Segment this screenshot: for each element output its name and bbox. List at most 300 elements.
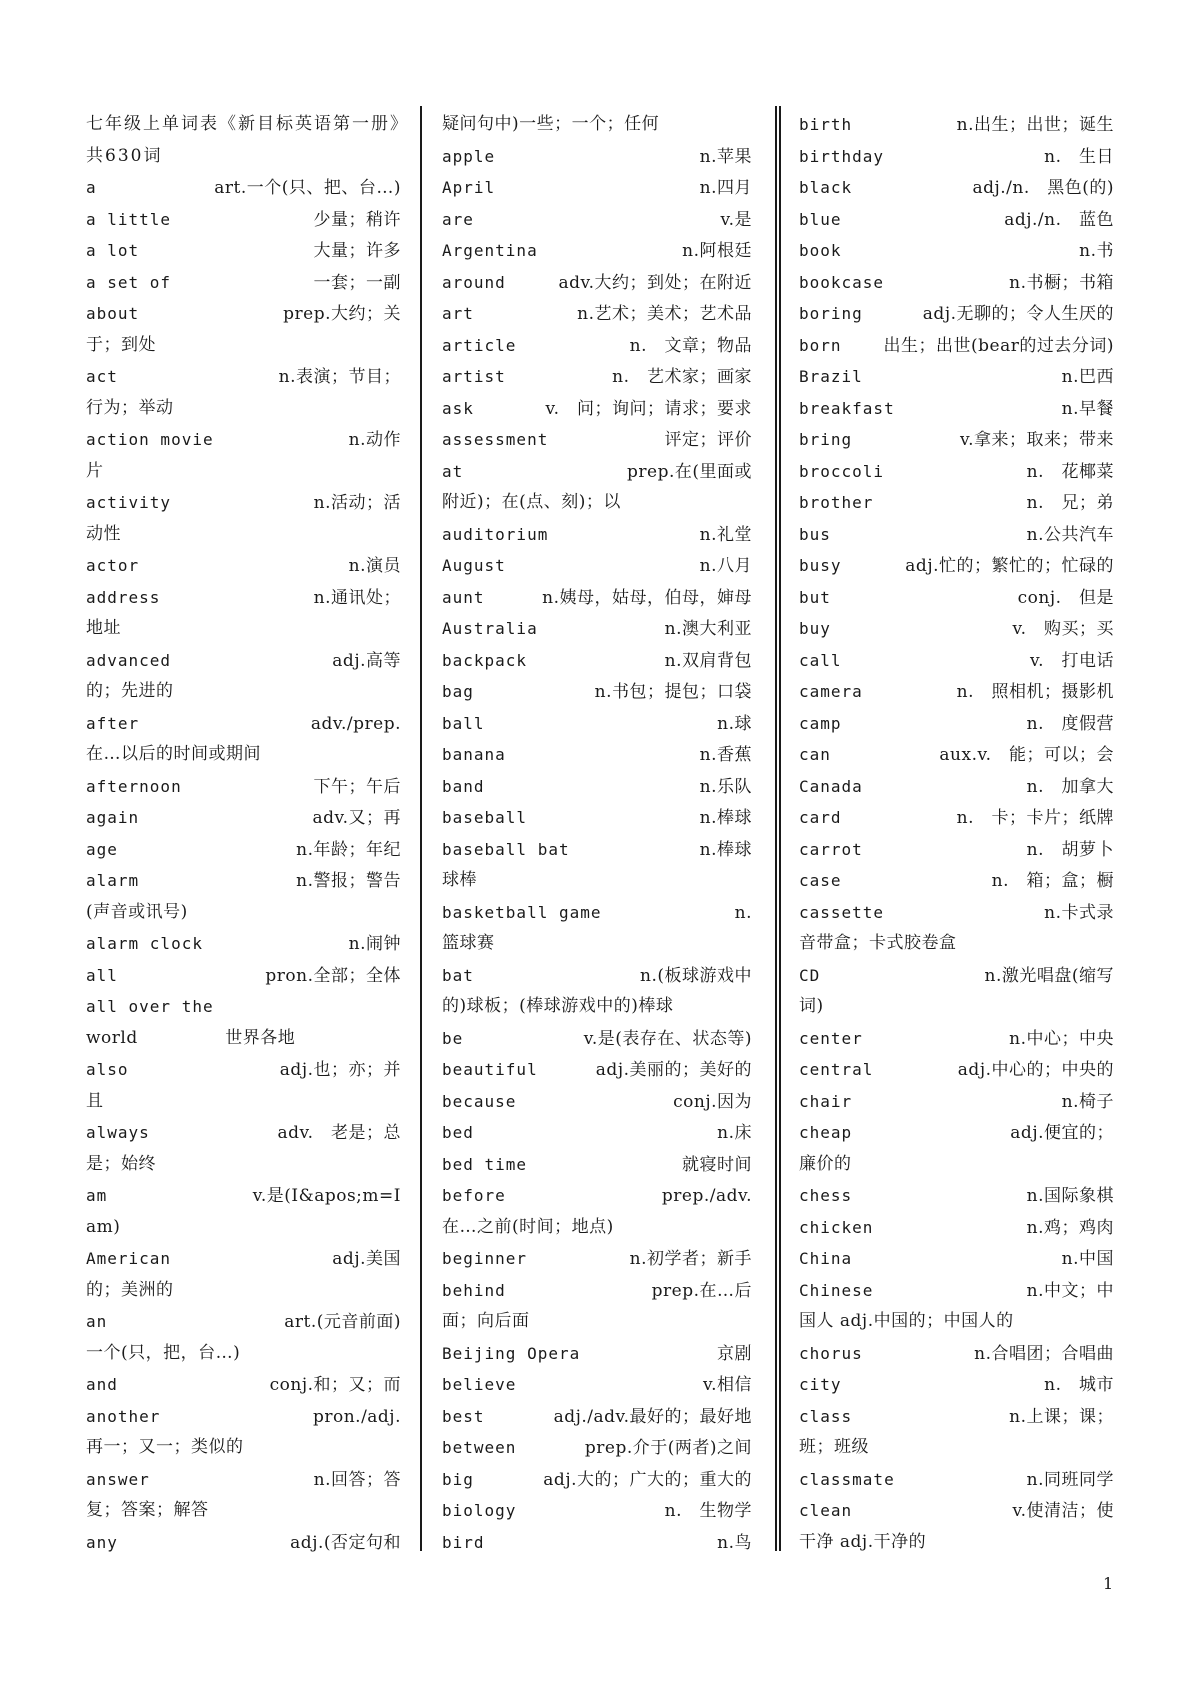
entry-word: CD (799, 965, 821, 985)
entry-definition: v.是(I&apos;m=I (252, 1186, 401, 1206)
entry-definition: n. 箱；盒；橱 (991, 871, 1114, 891)
entry-word: bring (799, 430, 853, 449)
vocab-entry (86, 1117, 401, 1180)
vocab-entry (799, 1117, 1114, 1180)
vocab-entry (799, 330, 1114, 362)
entry-word: black (799, 178, 853, 197)
entry-definition: adj.高等 (332, 650, 401, 671)
entry-word: class (799, 1406, 853, 1426)
vocab-entry (799, 676, 1114, 708)
entry-definition: n.书 (1079, 241, 1114, 261)
page-title: 七年级上单词表《新目标英语第一册》 共630词 (86, 114, 420, 166)
entry-word: Canada (799, 776, 863, 796)
vocab-entry (799, 267, 1114, 299)
entry-definition-continued: 国人 adj.中国的；中国人的 (799, 1311, 1014, 1331)
entry-word: chess (799, 1186, 853, 1205)
vocab-entry (86, 991, 401, 1054)
entry-word: am (86, 1186, 108, 1205)
entry-word: a set of (86, 272, 172, 292)
entry-definition: conj.因为 (673, 1091, 752, 1112)
entry-definition: adv.又；再 (312, 808, 401, 828)
entry-definition-continued: 一个(只，把，台…) (86, 1342, 241, 1363)
entry-definition: 一套；一副 (313, 272, 401, 293)
entry-definition: prep.介于(两者)之间 (584, 1438, 752, 1458)
entry-definition: pron.全部；全体 (265, 965, 401, 986)
entry-word: brother (799, 493, 874, 512)
entry-word: China (799, 1249, 853, 1268)
entry-word: alarm (86, 871, 140, 890)
entry-word: but (799, 587, 831, 607)
word-column-3 (799, 109, 1114, 1558)
entry-definition-continued: 在…之前(时间；地点) (442, 1216, 614, 1237)
entry-word: believe (442, 1375, 517, 1394)
entry-definition: n. 照相机；摄影机 (956, 682, 1114, 702)
entry-definition-continued: 的；美洲的 (86, 1279, 174, 1300)
vocab-entry (442, 424, 752, 456)
entry-definition-continued: 疑问句中)一些；一个；任何 (442, 114, 660, 134)
entry-definition: n.初学者；新手 (629, 1249, 752, 1269)
entry-word: classmate (799, 1469, 895, 1489)
entry-word: ask (442, 398, 474, 418)
entry-word: baseball (442, 808, 528, 827)
entry-definition: n.中国 (1061, 1249, 1114, 1269)
vocab-entry (799, 235, 1114, 267)
entry-definition: adj.美国 (332, 1249, 401, 1269)
vocab-entry (799, 1338, 1114, 1370)
vocab-entry (799, 1495, 1114, 1558)
entry-word: August (442, 556, 506, 575)
vocab-entry (86, 550, 401, 582)
entry-definition: conj.和；又；而 (269, 1375, 401, 1395)
entry-word: ball (442, 713, 485, 733)
vocab-entry (86, 204, 401, 236)
entry-definition: n.棒球 (699, 839, 752, 860)
entry-definition: n.棒球 (699, 808, 752, 828)
vocab-entry (86, 1527, 401, 1559)
entry-word: city (799, 1375, 842, 1394)
entry-definition: conj. 但是 (1017, 587, 1114, 608)
vocab-entry (799, 172, 1114, 204)
word-column-2 (442, 109, 752, 1558)
vocab-entry (86, 1464, 401, 1527)
entry-word: beautiful (442, 1060, 538, 1079)
entry-definition: n. 生物学 (664, 1501, 752, 1521)
entry-word: apple (442, 146, 496, 166)
entry-definition: adj.无聊的；令人生厌的 (922, 304, 1114, 324)
entry-definition: n.表演；节目； (278, 367, 401, 387)
entry-word: center (799, 1028, 863, 1048)
entry-word: answer (86, 1469, 150, 1489)
page-number: 1 (1103, 1574, 1114, 1593)
vocab-entry (86, 928, 401, 960)
entry-word: broccoli (799, 461, 885, 481)
vocab-entry (442, 1180, 752, 1243)
entry-word: central (799, 1060, 874, 1079)
entry-word: big (442, 1469, 474, 1489)
entry-word: baseball bat (442, 839, 570, 859)
vocab-entry (86, 235, 401, 267)
entry-definition: 就寝时间 (682, 1154, 752, 1175)
vocab-entry (86, 267, 401, 299)
entry-word: alarm clock (86, 934, 203, 953)
vocab-entry (799, 865, 1114, 897)
entry-word: auditorium (442, 524, 549, 544)
vocab-entry (442, 1401, 752, 1433)
entry-word: bat (442, 965, 474, 985)
vocab-entry (442, 739, 752, 771)
entry-definition: n.动作 (348, 430, 401, 450)
entry-definition-continued: 的；先进的 (86, 681, 174, 701)
entry-word: beginner (442, 1249, 528, 1268)
vocab-entry (799, 1023, 1114, 1055)
entry-definition-continued: (声音或讯号) (86, 901, 188, 922)
entry-word: art (442, 304, 474, 323)
vocab-entry (86, 834, 401, 866)
entry-word: a lot (86, 241, 140, 260)
entry-word: April (442, 178, 496, 197)
entry-definition: n.活动；活 (313, 493, 401, 513)
entry-word: bed (442, 1123, 474, 1142)
entry-definition: n.乐队 (699, 776, 752, 797)
vocab-entry (442, 1117, 752, 1149)
entry-definition-continued: am) (86, 1216, 121, 1237)
entry-definition: n.香蕉 (699, 745, 752, 765)
entry-definition: n.苹果 (699, 146, 752, 167)
entry-definition: n.激光唱盘(缩写 (984, 965, 1114, 986)
entry-definition: n.阿根廷 (682, 241, 752, 261)
entry-word: another (86, 1406, 161, 1426)
entry-definition: adj.(否定句和 (290, 1532, 401, 1553)
entry-definition: n.书橱；书箱 (1009, 272, 1114, 293)
entry-word: after (86, 713, 140, 733)
vocab-entry (442, 960, 752, 1023)
entry-word: all over the (86, 997, 214, 1016)
entry-definition: n. 度假营 (1026, 713, 1114, 734)
vocab-entry (442, 141, 752, 173)
vocab-entry (799, 1401, 1114, 1464)
entry-definition: n.同班同学 (1026, 1469, 1114, 1490)
entry-word: Australia (442, 619, 538, 638)
vocab-entry (86, 1054, 401, 1117)
entry-word: backpack (442, 650, 528, 670)
entry-definition: n.公共汽车 (1026, 524, 1114, 545)
vocab-entry (86, 424, 401, 487)
vocab-entry (442, 1054, 752, 1086)
entry-definition: v. 问；询问；请求；要求 (545, 398, 752, 419)
entry-word: afternoon (86, 776, 182, 796)
column-divider (775, 106, 777, 1551)
entry-word: between (442, 1438, 517, 1457)
vocab-entry (799, 204, 1114, 236)
entry-definition: pron./adj. (312, 1406, 401, 1427)
entry-definition: n.中心；中央 (1009, 1028, 1114, 1049)
entry-definition: adj.中心的；中央的 (957, 1060, 1114, 1080)
entry-word: bag (442, 682, 474, 701)
entry-definition: n. 城市 (1044, 1375, 1114, 1395)
vocab-entry (86, 1401, 401, 1464)
vocab-entry (799, 645, 1114, 677)
entry-definition: n.礼堂 (699, 524, 752, 545)
entry-word: about (86, 304, 140, 323)
vocab-entry (799, 708, 1114, 740)
entry-word: because (442, 1091, 517, 1111)
entry-word: action movie (86, 430, 214, 449)
entry-word: act (86, 367, 118, 386)
entry-word: birth (799, 115, 853, 134)
entry-word: address (86, 587, 161, 607)
vocab-entry (86, 1306, 401, 1369)
entry-definition-continued: 球棒 (442, 870, 477, 890)
entry-definition: n.国际象棋 (1026, 1186, 1114, 1206)
entry-word: are (442, 209, 474, 229)
entry-definition: adv./prep. (310, 713, 401, 734)
vocab-entry (442, 1432, 752, 1464)
entry-word: age (86, 839, 118, 859)
vocab-entry (442, 519, 752, 551)
column-divider (420, 106, 422, 1551)
entry-word: call (799, 650, 842, 670)
vocab-entry (86, 771, 401, 803)
vocab-entry (799, 802, 1114, 834)
entry-definition: v.使清洁；使 (1012, 1501, 1114, 1521)
entry-word: camp (799, 713, 842, 733)
entry-word: actor (86, 556, 140, 575)
vocab-entry (799, 550, 1114, 582)
entry-definition: v. 购买；买 (1012, 619, 1114, 639)
vocab-entry (442, 645, 752, 677)
vocab-entry (442, 1243, 752, 1275)
vocab-entry (799, 897, 1114, 960)
vocab-entry (799, 1369, 1114, 1401)
entry-definition: n.八月 (699, 556, 752, 576)
entry-word: camera (799, 682, 863, 701)
entry-definition: v.是 (720, 209, 752, 230)
entry-word: birthday (799, 146, 885, 166)
entry-definition-continued: world 世界各地 (86, 1027, 296, 1048)
vocab-entry (442, 550, 752, 582)
entry-definition: art.(元音前面) (284, 1312, 401, 1332)
entry-definition: n. 生日 (1044, 146, 1114, 167)
entry-definition: v.相信 (703, 1375, 752, 1395)
vocab-entry (442, 582, 752, 614)
vocab-entry (86, 172, 401, 204)
vocab-entry (442, 109, 752, 141)
entry-definition: n.姨母，姑母，伯母，婶母 (542, 587, 752, 608)
vocab-entry (86, 802, 401, 834)
vocab-entry (442, 1149, 752, 1181)
entry-definition: n.回答；答 (313, 1469, 401, 1490)
vocab-entry (442, 361, 752, 393)
entry-word: bus (799, 524, 831, 544)
entry-word: can (799, 745, 831, 764)
entry-word: always (86, 1123, 150, 1142)
vocab-entry (442, 204, 752, 236)
entry-word: Chinese (799, 1280, 874, 1300)
entry-word: also (86, 1060, 129, 1079)
entry-definition-continued: 廉价的 (799, 1153, 852, 1174)
entry-definition: 少量；稍许 (313, 209, 401, 230)
entry-definition: n. (734, 902, 752, 923)
vocab-entry (442, 172, 752, 204)
entry-definition: n.书包；提包；口袋 (594, 682, 752, 702)
entry-word: Argentina (442, 241, 538, 260)
entry-word: buy (799, 619, 831, 638)
entry-definition: 下午；午后 (313, 776, 401, 797)
entry-word: bookcase (799, 272, 885, 292)
entry-definition: n.四月 (699, 178, 752, 198)
vocab-entry (86, 708, 401, 771)
vocab-entry (442, 1275, 752, 1338)
vocab-entry (442, 330, 752, 362)
vocab-entry (799, 1180, 1114, 1212)
entry-word: again (86, 808, 140, 827)
entry-definition: adv.大约；到处；在附近 (558, 272, 752, 293)
entry-word: biology (442, 1501, 517, 1520)
vocab-entry (442, 1023, 752, 1055)
vocab-entry (86, 1243, 401, 1306)
entry-definition: n.巴西 (1061, 367, 1114, 387)
entry-definition-continued: 是；始终 (86, 1153, 156, 1174)
entry-definition: prep./adv. (661, 1186, 752, 1206)
entry-definition: n.合唱团；合唱曲 (974, 1343, 1114, 1364)
entry-definition: prep.大约；关 (283, 304, 401, 324)
vocab-entry (442, 802, 752, 834)
entry-definition: adj./n. 黑色(的) (972, 178, 1114, 198)
entry-word: born (799, 335, 842, 355)
entry-word: blue (799, 209, 842, 229)
vocab-entry (86, 582, 401, 645)
entry-word: Brazil (799, 367, 863, 386)
entry-definition: art.一个(只、把、台…) (214, 178, 401, 198)
vocab-entry (442, 1086, 752, 1118)
vocab-entry (86, 865, 401, 928)
vocab-entry (799, 393, 1114, 425)
vocab-entry (799, 1086, 1114, 1118)
entry-word: American (86, 1249, 172, 1268)
word-column-1 (86, 109, 420, 1558)
entry-definition: n. 花椰菜 (1026, 461, 1114, 482)
vocab-entry (442, 1527, 752, 1559)
entry-definition-continued: 面；向后面 (442, 1311, 530, 1331)
vocab-entry (799, 1054, 1114, 1086)
entry-definition: n.中文；中 (1026, 1280, 1114, 1301)
entry-definition: v.是(表存在、状态等) (583, 1028, 752, 1049)
entry-word: any (86, 1532, 118, 1552)
entry-word: article (442, 335, 517, 355)
entry-definition: n. 艺术家；画家 (612, 367, 752, 387)
entry-definition: n.双肩背包 (664, 650, 752, 671)
entry-word: bird (442, 1532, 485, 1552)
entry-word: best (442, 1406, 485, 1426)
entry-definition: n. 文章；物品 (629, 335, 752, 356)
entry-word: cassette (799, 902, 885, 922)
entry-definition: n.澳大利亚 (664, 619, 752, 639)
entry-definition: n.卡式录 (1044, 902, 1114, 923)
entry-definition-continued: 音带盒；卡式胶卷盒 (799, 933, 957, 953)
vocab-entry (442, 267, 752, 299)
entry-word: card (799, 808, 842, 827)
vocab-entry (799, 613, 1114, 645)
entry-definition-continued: 地址 (86, 618, 121, 638)
vocab-entry (799, 298, 1114, 330)
entry-word: busy (799, 556, 842, 575)
entry-word: around (442, 272, 506, 292)
entry-definition: prep.在(里面或 (627, 461, 752, 482)
entry-definition-continued: 班；班级 (799, 1437, 869, 1457)
entry-word: cheap (799, 1123, 853, 1142)
vocab-entry (442, 1338, 752, 1370)
vocab-entry (442, 771, 752, 803)
entry-definition: n. 兄；弟 (1026, 493, 1114, 513)
entry-definition: n.演员 (348, 556, 401, 576)
vocab-entry (442, 1464, 752, 1496)
entry-definition-continued: 干净 adj.干净的 (799, 1531, 927, 1552)
entry-definition: n. 加拿大 (1026, 776, 1114, 797)
entry-definition: n. 卡；卡片；纸牌 (956, 808, 1114, 828)
entry-definition: n.通讯处； (313, 587, 401, 608)
vocab-entry (799, 1212, 1114, 1244)
entry-definition: adj.也；亦；并 (279, 1060, 401, 1080)
vocab-entry (799, 141, 1114, 173)
vocab-entry (799, 109, 1114, 141)
entry-definition-continued: 且 (86, 1090, 104, 1111)
entry-definition: n.鸟 (717, 1532, 752, 1553)
entry-definition: adj./adv.最好的；最好地 (553, 1406, 752, 1427)
vocab-entry (442, 393, 752, 425)
entry-definition: n. 胡萝卜 (1026, 839, 1114, 860)
entry-word: book (799, 241, 842, 260)
entry-definition: 大量；许多 (313, 241, 401, 261)
entry-definition-continued: 附近)；在(点、刻)；以 (442, 492, 621, 512)
entry-definition-continued: 动性 (86, 523, 121, 544)
vocab-entry (442, 676, 752, 708)
entry-definition-continued: 行为；举动 (86, 397, 174, 418)
entry-word: be (442, 1028, 464, 1048)
entry-word: at (442, 461, 464, 481)
vocab-entry (799, 361, 1114, 393)
entry-definition-continued: 篮球赛 (442, 933, 495, 953)
vocab-entry (442, 613, 752, 645)
vocab-entry (442, 1495, 752, 1527)
vocab-entry (799, 834, 1114, 866)
entry-word: chair (799, 1091, 853, 1111)
entry-word: a (86, 178, 97, 197)
entry-definition-continued: 词) (799, 996, 824, 1016)
vocab-entry (86, 645, 401, 708)
vocab-entry (799, 1243, 1114, 1275)
entry-word: carrot (799, 839, 863, 859)
entry-word: band (442, 776, 485, 796)
vocab-entry (86, 960, 401, 992)
entry-word: bed time (442, 1154, 528, 1174)
vocab-entry (799, 771, 1114, 803)
entry-definition: aux.v. 能；可以；会 (939, 745, 1114, 765)
vocab-entry (799, 487, 1114, 519)
entry-definition: prep.在…后 (651, 1280, 752, 1301)
vocab-entry (799, 739, 1114, 771)
entry-word: case (799, 871, 842, 890)
entry-definition: n.上课；课； (1009, 1406, 1114, 1427)
vocab-entry (86, 298, 401, 361)
vocab-entry (799, 1464, 1114, 1496)
vocab-entry (442, 1369, 752, 1401)
entry-word: basketball game (442, 902, 602, 922)
entry-definition-continued: 再一；又一；类似的 (86, 1437, 244, 1457)
entry-definition: adv. 老是；总 (277, 1123, 401, 1143)
vocab-entry (799, 424, 1114, 456)
entry-definition: n.鸡；鸡肉 (1026, 1217, 1114, 1238)
entry-word: assessment (442, 430, 549, 449)
